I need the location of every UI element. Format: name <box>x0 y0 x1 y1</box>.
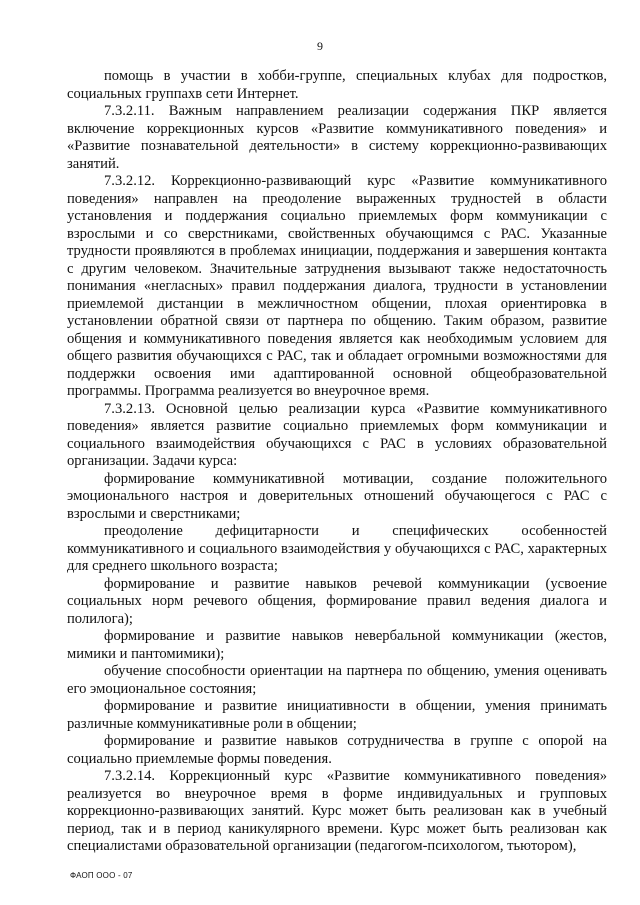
paragraph: обучение способности ориентации на партнера по общению, умения оценивать его эмоциональное состояния; <box>67 663 607 697</box>
document-footer-code: ФАОП ООО - 07 <box>70 871 133 880</box>
paragraph: помощь в участии в хобби-группе, специальных клубах для подростков, социальных группахв сети Интернет. <box>67 68 607 102</box>
paragraph: 7.3.2.11. Важным направлением реализации содержания ПКР является включение коррекционных курсов «Развитие коммуникативного поведения» и «Развитие познавательной деятельности» в систему коррекционно-развивающих занятий. <box>67 103 607 172</box>
paragraph: преодоление дефицитарности и специфических особенностей коммуникативного и социального взаимодействия у обучающихся с РАС, характерных для среднего школьного возраста; <box>67 523 607 574</box>
paragraph: формирование коммуникативной мотивации, создание положительного эмоционального настроя и доверительных отношений обучающегося с РАС с взрослыми и сверстниками; <box>67 470 607 522</box>
document-body <box>67 68 607 856</box>
paragraph: формирование и развитие инициативности в общении, умения принимать различные коммуникативные роли в общении; <box>67 698 607 732</box>
paragraph: формирование и развитие навыков невербальной коммуникации (жестов, мимики и пантомимики); <box>67 628 607 662</box>
paragraph: 7.3.2.12. Коррекционно-развивающий курс «Развитие коммуникативного поведения» направлен на преодоление выраженных трудностей в области установления и поддержания социально приемлемых форм коммуникации с взрослыми и со сверстниками, свойственных обучающимся с РАС. Указанные трудности проявляются в проблемах инициации, поддержания и завершения контакта с другим человеком. Значительные затруднения вызывают также недостаточность понимания «негласных» правил поддержания диалога, трудности в установлении приемлемой дистанции в межличностном общении, плохая ориентировка в установлении обратной связи от партнера по общению. Таким образом, развитие общения и коммуникативного поведения является как необходимым условием для общего развития обучающихся с РАС, так и обладает огромными возможностями для поддержки освоения ими адаптированной основной общеобразовательной программы. Программа реализуется во внеурочное время. <box>67 173 607 399</box>
paragraph: 7.3.2.14. Коррекционный курс «Развитие коммуникативного поведения» реализуется во внеурочное время в форме индивидуальных и групповых коррекционно-развивающих занятий. Курс может быть реализован как в учебный период, так и в период каникулярного времени. Курс может быть реализован как специалистами образовательной организации (педагогом-психологом, тьютором), <box>67 768 607 854</box>
page-number: 9 <box>317 39 323 53</box>
paragraph: формирование и развитие навыков речевой коммуникации (усвоение социальных норм речевого общения, формирование правил ведения диалога и полилога); <box>67 575 607 627</box>
paragraph: 7.3.2.13. Основной целью реализации курса «Развитие коммуникативного поведения» является развитие социально приемлемых форм коммуникации и социального взаимодействия обучающихся с РАС в условиях образовательной организации. Задачи курса: <box>67 400 607 469</box>
paragraph: формирование и развитие навыков сотрудничества в группе с опорой на социально приемлемые формы поведения. <box>67 733 607 767</box>
